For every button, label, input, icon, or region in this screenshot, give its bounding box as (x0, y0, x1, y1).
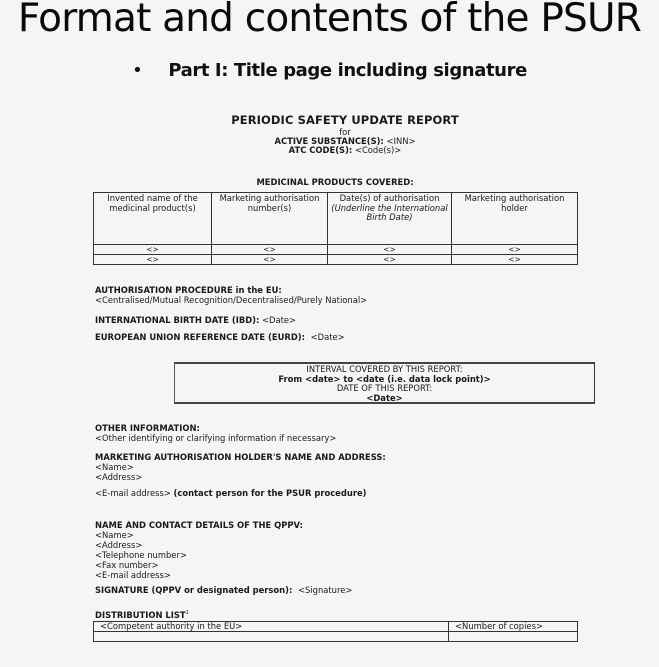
mah-name: <Name> (95, 462, 134, 472)
authorisation-procedure-label (95, 285, 282, 295)
for-text: for (339, 127, 351, 137)
table-cell: <Number of copies> (449, 622, 578, 632)
report-date-value-text: <Date> (366, 392, 403, 403)
report-date-value (175, 394, 594, 404)
table-cell: <> (94, 245, 212, 255)
ibd-line (95, 315, 296, 325)
table-cell: <> (212, 255, 328, 265)
mah-address: <Address> (95, 472, 143, 482)
table-cell (449, 632, 578, 642)
interval-range-text: From <date> to <date (i.e. data lock point)> (278, 373, 491, 384)
eurd-value: <Date> (310, 332, 345, 342)
table-cell: <Competent authority in the EU> (94, 622, 449, 632)
mah-email-line (95, 488, 366, 498)
qppv-name: <Name> (95, 530, 134, 540)
mah-label (95, 452, 386, 462)
table-header-row (94, 193, 578, 245)
header-invented-name: Invented name of the medicinal product(s) (94, 193, 212, 245)
medicinal-products-heading: MEDICINAL PRODUCTS COVERED: (256, 177, 414, 187)
medicinal-products-table (93, 192, 578, 265)
signature-line (95, 585, 352, 595)
qppv-email: <E-mail address> (95, 570, 171, 580)
qppv-address: <Address> (95, 540, 143, 550)
subtitle-text: Part I: Title page including signature (168, 60, 527, 81)
qppv-label (95, 520, 303, 530)
table-row (94, 245, 578, 255)
distribution-footnote-marker: 1 (185, 610, 189, 617)
qppv-fax: <Fax number> (95, 560, 159, 570)
distribution-table (93, 621, 578, 642)
authorisation-procedure-value: <Centralised/Mutual Recognition/Decentralised/Purely National> (95, 295, 368, 305)
mah-label-text: MARKETING AUTHORISATION HOLDER'S NAME AND ADDRESS: (95, 452, 386, 462)
eurd-line (95, 332, 345, 342)
table-row (94, 255, 578, 265)
interval-covered-box (174, 362, 595, 404)
active-substance-label: ACTIVE SUBSTANCE(S): (274, 136, 384, 146)
mah-email: <E-mail address> (95, 488, 171, 498)
signature-value: <Signature> (297, 585, 353, 595)
header-ibd-note: (Underline the International Birth Date) (331, 202, 448, 222)
distribution-label: DISTRIBUTION LIST (95, 610, 186, 620)
slide-title: Format and contents of the PSUR (17, 0, 642, 41)
other-info-label (95, 423, 200, 433)
qppv-label-text: NAME AND CONTACT DETAILS OF THE QPPV: (95, 520, 303, 530)
atc-code-line (0, 145, 659, 155)
other-info-value: <Other identifying or clarifying information if necessary> (95, 433, 337, 443)
distribution-heading (95, 610, 189, 620)
table-row (94, 622, 578, 632)
table-cell: <> (452, 255, 578, 265)
table-cell: <> (328, 245, 452, 255)
qppv-telephone: <Telephone number> (95, 550, 187, 560)
signature-label: SIGNATURE (QPPV or designated person): (95, 585, 293, 595)
mah-contact-note: (contact person for the PSUR procedure) (173, 488, 367, 498)
table-cell (94, 632, 449, 642)
authorisation-procedure-label-text: AUTHORISATION PROCEDURE in the EU: (95, 285, 282, 295)
table-cell: <> (328, 255, 452, 265)
table-cell: <> (94, 255, 212, 265)
table-cell: <> (452, 245, 578, 255)
atc-code-label: ATC CODE(S): (288, 145, 353, 155)
header-ma-holder: Marketing authorisation holder (452, 193, 578, 245)
table-cell: <> (212, 245, 328, 255)
header-authorisation-date (328, 193, 452, 245)
other-info-label-text: OTHER INFORMATION: (95, 423, 200, 433)
report-date-heading: DATE OF THIS REPORT: (336, 383, 433, 394)
active-substance-value: <INN> (386, 136, 416, 146)
ibd-label: INTERNATIONAL BIRTH DATE (IBD): (95, 315, 260, 325)
eurd-label: EUROPEAN UNION REFERENCE DATE (EURD): (95, 332, 305, 342)
report-title: PERIODIC SAFETY UPDATE REPORT (231, 113, 459, 127)
ibd-value: <Date> (262, 315, 297, 325)
interval-heading: INTERVAL COVERED BY THIS REPORT: (306, 364, 463, 374)
header-ma-number: Marketing authorisation number(s) (212, 193, 328, 245)
bullet-icon: • (132, 60, 143, 81)
slide-subtitle (0, 60, 659, 81)
table-row (94, 632, 578, 642)
atc-code-value: <Code(s)> (354, 145, 402, 155)
header-authorisation-date-label: Date(s) of authorisation (339, 193, 440, 203)
